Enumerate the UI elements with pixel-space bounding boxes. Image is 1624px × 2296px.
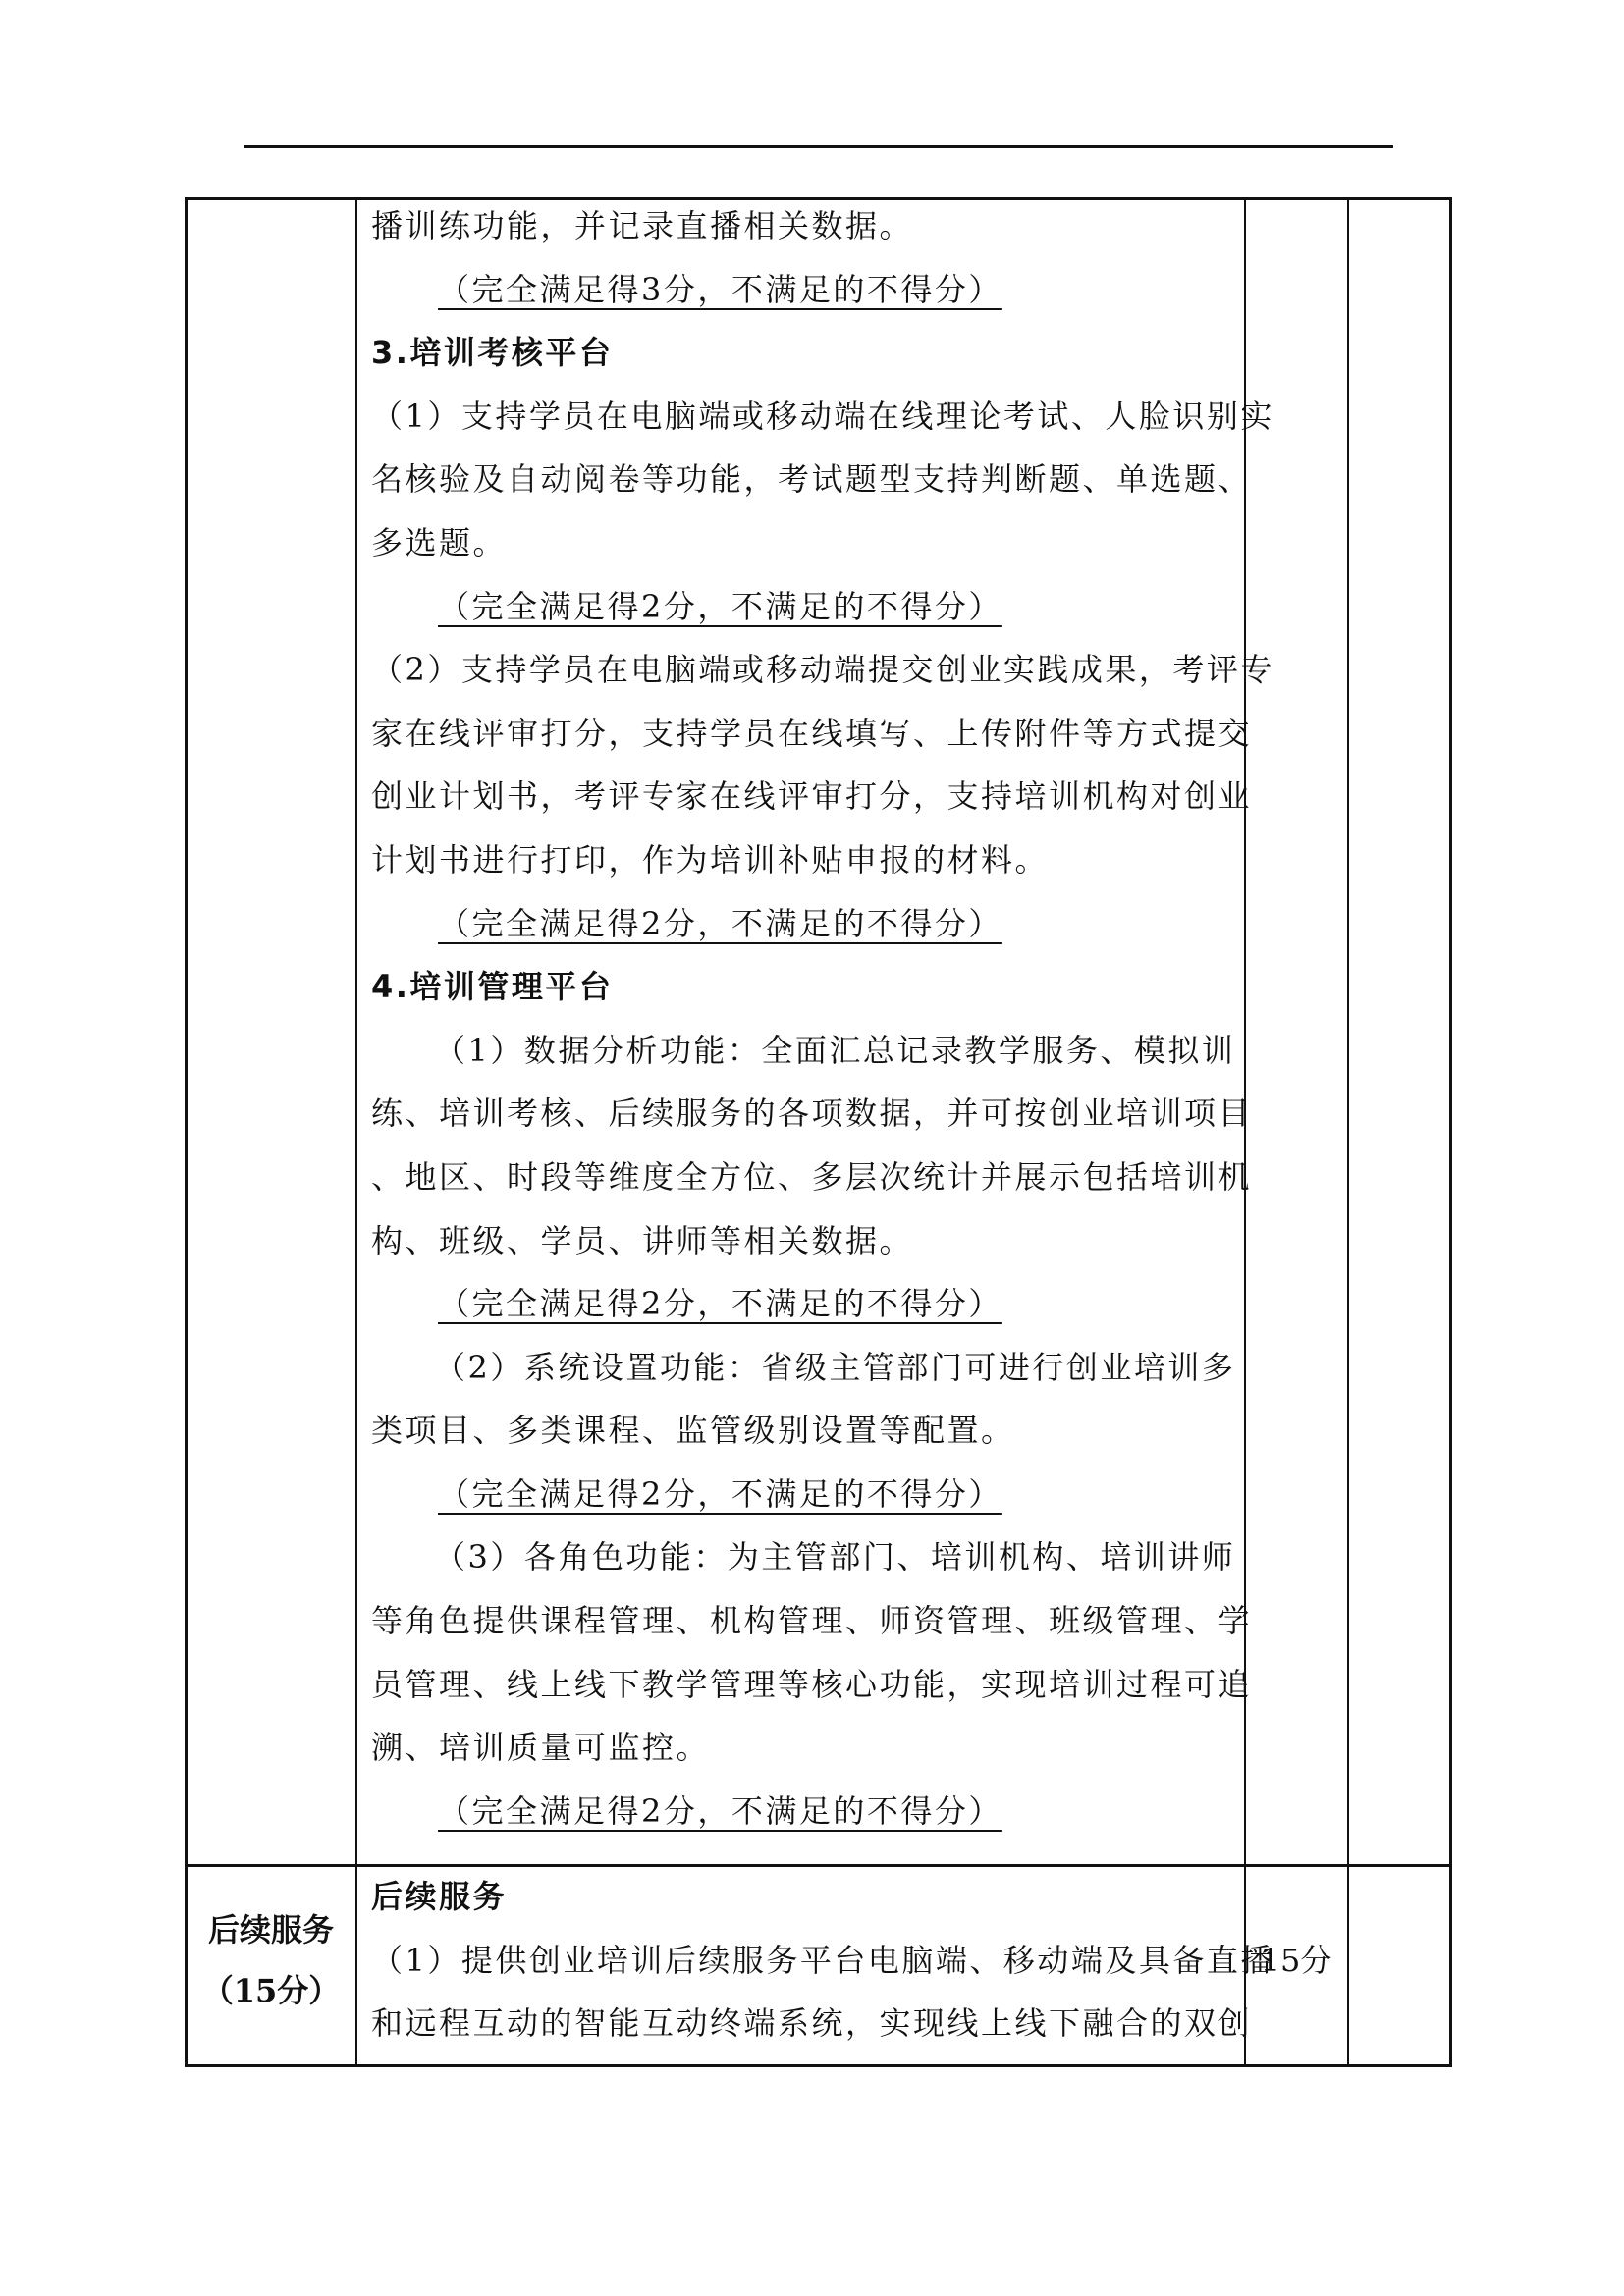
line-text: （完全满足得3分，不满足的不得分） [438,270,1002,308]
text-line [371,702,1253,766]
text-line [371,828,1245,892]
line-text: （完全满足得2分，不满足的不得分） [438,587,1002,625]
text-line [371,385,1274,449]
line-text: 和远程互动的智能互动终端系统，实现线上线下融合的双创 [371,2004,1253,2043]
table-border-bottom [185,2064,1452,2067]
line-text: 家在线评审打分，支持学员在线填写、上传附件等方式提交 [371,714,1253,752]
text-line [371,1589,1253,1653]
category-points: （15分） [201,1972,341,2009]
section-heading [371,321,1245,385]
text-line [371,1336,1245,1400]
requirements-cell [371,1865,1274,2056]
line-text: 后续服务 [371,1878,508,1915]
text-line [371,448,1253,511]
line-text: （完全满足得2分，不满足的不得分） [438,904,1002,942]
text-line [371,511,1245,575]
line-text: 练、培训考核、后续服务的各项数据，并可按创业培训项目 [371,1095,1253,1133]
text-line [371,1929,1274,1993]
line-text: 构、班级、学员、讲师等相关数据。 [371,1221,914,1259]
scoring-note [371,258,1245,322]
line-text: （完全满足得2分，不满足的不得分） [438,1285,1002,1323]
table-border-right [1449,198,1452,2066]
text-line [371,638,1274,702]
line-text: 播训练功能，并记录直播相关数据。 [371,207,914,244]
category-label [187,1899,355,2021]
category-name: 后续服务 [207,1911,334,1949]
line-text: 3.培训考核平台 [371,334,614,372]
line-text: （1）支持学员在电脑端或移动端在线理论考试、人脸识别实 [371,397,1274,435]
line-text: （3）各角色功能：为主管部门、培训机构、培训讲师 [434,1538,1236,1576]
line-text: （完全满足得2分，不满足的不得分） [438,1791,1002,1830]
table-border-left [185,198,188,2066]
scoring-note [371,1272,1245,1336]
line-text: 等角色提供课程管理、机构管理、师资管理、班级管理、学 [371,1602,1253,1640]
line-text: （2）支持学员在电脑端或移动端提交创业实践成果，考评专 [371,651,1274,689]
scoring-note [371,892,1245,956]
text-line [371,1082,1253,1146]
text-line [371,1209,1245,1273]
scoring-note [371,1463,1245,1526]
text-line [371,194,1245,258]
line-text: 名核验及自动阅卷等功能，考试题型支持判断题、单选题、 [371,460,1253,499]
line-text: （完全满足得2分，不满足的不得分） [438,1474,1002,1513]
scoring-note [371,575,1245,639]
score-value: 15分 [1260,1942,1332,1979]
text-line [371,1146,1253,1209]
text-line [371,1399,1245,1463]
line-text: 类项目、多类课程、监管级别设置等配置。 [371,1412,1015,1450]
line-text: 员管理、线上线下教学管理等核心功能，实现培训过程可追 [371,1665,1253,1703]
text-line [371,1653,1253,1717]
text-line [371,1716,1245,1780]
text-line [371,1525,1245,1589]
line-text: 4.培训管理平台 [371,968,614,1006]
line-text: （2）系统设置功能：省级主管部门可进行创业培训多 [434,1348,1236,1386]
line-text: （1）数据分析功能：全面汇总记录教学服务、模拟训 [434,1031,1236,1069]
section-heading [371,955,1245,1019]
text-line [371,765,1253,828]
requirements-cell [371,194,1274,1842]
section-heading [371,1865,1245,1929]
line-text: 、地区、时段等维度全方位、多层次统计并展示包括培训机 [371,1157,1253,1196]
table-divider-points [1347,198,1349,2066]
table-divider-category [355,198,357,2066]
text-line [371,1019,1245,1083]
text-line [371,1992,1253,2056]
line-text: 多选题。 [371,523,508,561]
line-text: 溯、培训质量可监控。 [371,1729,711,1767]
line-text: 创业计划书，考评专家在线评审打分，支持培训机构对创业 [371,777,1253,816]
line-text: 计划书进行打印，作为培训补贴申报的材料。 [371,840,1050,879]
scoring-note [371,1780,1245,1843]
line-text: （1）提供创业培训后续服务平台电脑端、移动端及具备直播 [371,1941,1274,1979]
